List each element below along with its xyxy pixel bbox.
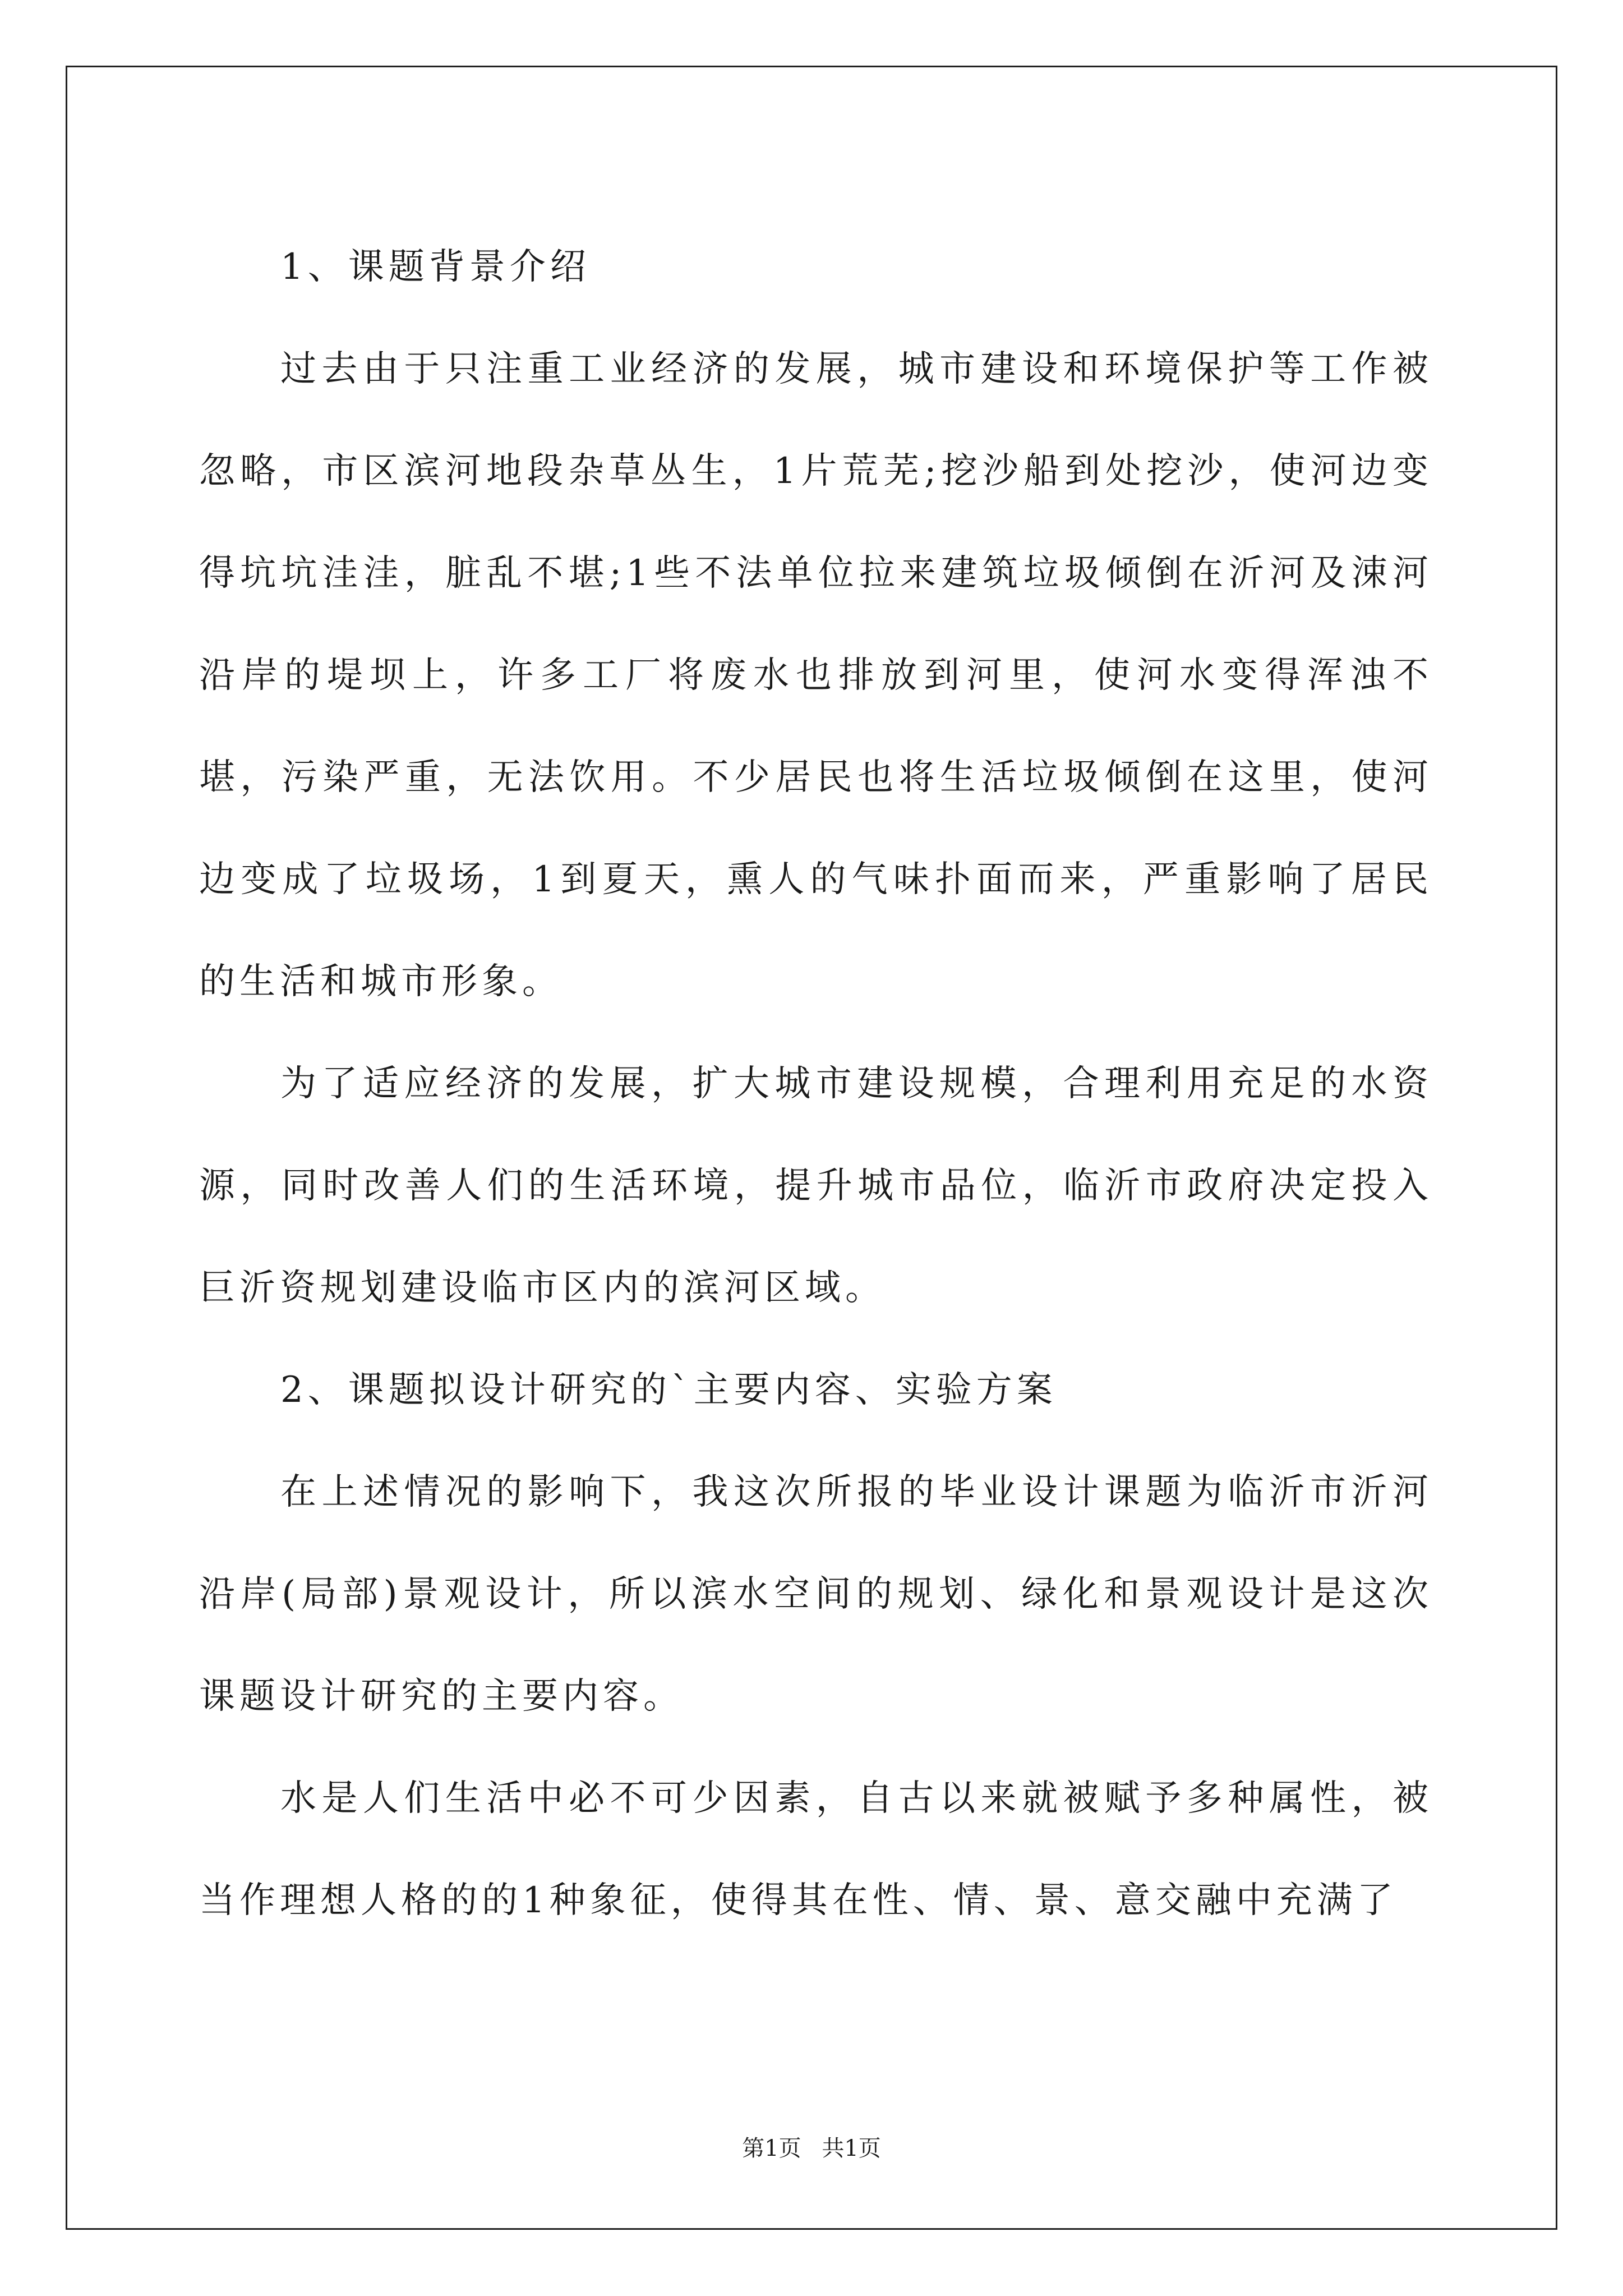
paragraph-background: 过去由于只注重工业经济的发展，城市建设和环境保护等工作被忽略，市区滨河地段杂草丛生，1片荒芜;挖沙船到处挖沙，使河边变得坑坑洼洼，脏乱不堪;1些不法单位拉来建筑垃圾倾倒在沂河及涑河沿岸的堤坝上，许多工厂将废水也排放到河里，使河水变得浑浊不堪，污染严重，无法饮用。不少居民也将生活垃圾倾倒在这里，使河边变成了垃圾场，1到夏天，熏人的气味扑面而来，严重影响了居民的生活和城市形象。 [199,348,1433,1002]
page-total: 共1页 [822,2136,881,2161]
page-footer [0,2132,1623,2165]
paragraph-water: 水是人们生活中必不可少因素，自古以来就被赋予多种属性，被当作理想人格的的1种象征，使得其在性、情、景、意交融中充满了 [199,1778,1433,1921]
paragraph-purpose: 为了适应经济的发展，扩大城市建设规模，合理利用充足的水资源，同时改善人们的生活环境，提升城市品位，临沂市政府决定投入巨沂资规划建设临市区内的滨河区域。 [199,1063,1433,1309]
section-heading-1: 1、课题背景介绍 [280,246,591,288]
section-heading-2: 2、课题拟设计研究的`主要内容、实验方案 [280,1369,1057,1411]
paragraph-topic: 在上述情况的影响下，我这次所报的毕业设计课题为临沂市沂河沿岸(局部)景观设计，所以滨水空间的规划、绿化和景观设计是这次课题设计研究的主要内容。 [199,1471,1433,1717]
document-body [199,216,1433,1952]
page-number: 第1页 [742,2136,801,2161]
